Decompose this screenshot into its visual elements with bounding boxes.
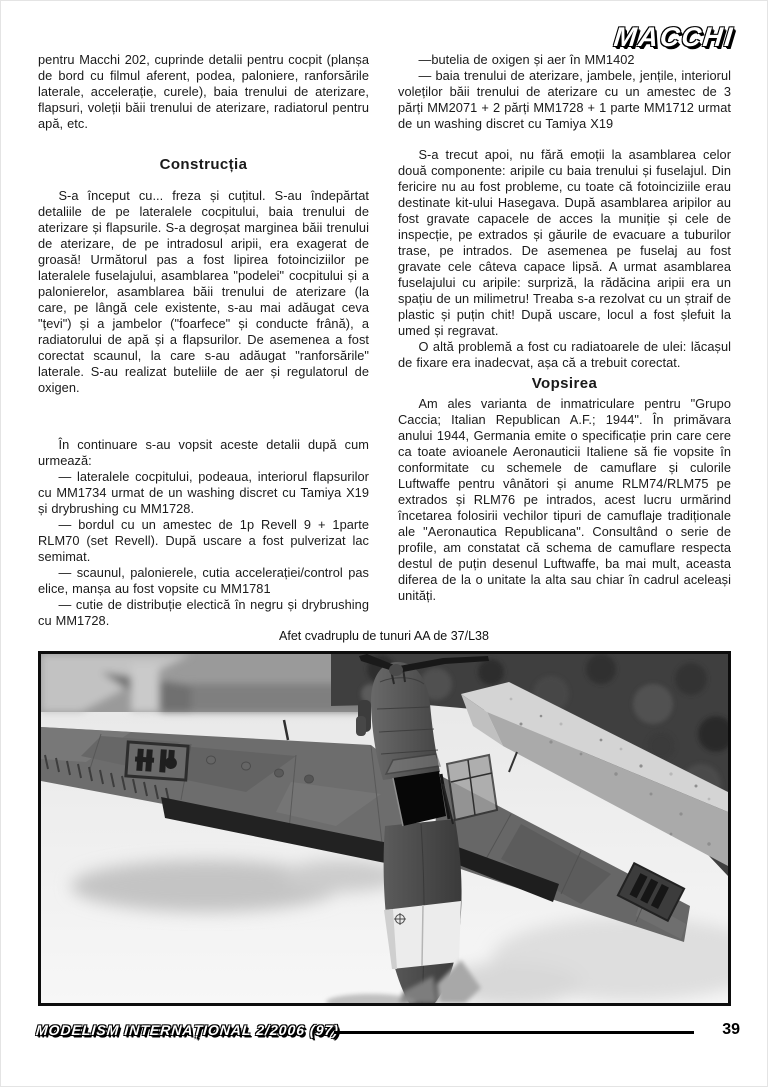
bullet-item: — bordul cu un amestec de 1p Revell 9 + 1parte RLM70 (set Revell). După uscare a fost pulverizat lac semimat. <box>38 517 369 564</box>
right-column <box>398 52 731 604</box>
footer-magazine-logo: MODELISM INTERNAȚIONAL 2/2006 (97) <box>35 1022 340 1038</box>
section-heading-constructia: Construcția <box>159 156 248 173</box>
bullet-item: — baia trenului de aterizare, jambele, jențile, interiorul voleților băii trenului de aterizare cu un amestec de 3 părți MM2071 + 2 părți MM1728 + 1 parte MM1712 urmat de un washing discret cu Tamiya X19 <box>398 68 731 131</box>
bullet-item: — cutie de distribuție electică în negru și drybrushing cu MM1728. <box>38 597 369 628</box>
macchi-header-logo: MACCHI <box>612 22 736 52</box>
section-heading-vopsirea: Vopsirea <box>531 375 598 392</box>
paragraph-painting: Am ales varianta de inmatriculare pentru "Grupo Caccia; Italian Republican A.F.; 1944". În primăvara anului 1944, Germania emite o specificație prin care cere ca toate avioanele Aeronauticii Italiene să fie vopsite în conformitate cu schemele de camuflare și culorile Luftwaffe pentru vânători și anume RLM74/RLM75 pe extrados și RLM76 pe intrados, acest lucru urmărind încetarea folosirii vechilor tipuri de camuflaje tradiționale ale "Aeronautica Republicana". Consultând o serie de profile, am constatat că schema de camuflare respecta destul de puțin desenul Luftwaffe, ba mai mult, aceasta diferea de la o unitate la alta sau chiar în cadrul aceleași unități. <box>398 396 731 603</box>
model-aircraft-photo-art <box>41 654 728 1003</box>
model-aircraft-photo <box>38 651 731 1006</box>
paragraph-construction: S-a început cu... freza și cuțitul. S-au îndepărtat detaliile de pe lateralele cocpitului, baia trenului de aterizare și flapsurile. S-a degroșat marginea băii trenului de aterizare, de pe intradosul aripii, era exagerat de groasă! Următorul pas a fost lipirea fotoinciziilor pe lateralele fuselajului, asamblarea "podelei" cocpitului și a palonierelor, asamblarea băii trenului de aterizare (la care, pe lângă cele existente, s-au mai adăugat ceva "țevi") și a jambelor ("foarfece" și conducte frână), a radiatorului de apă și a flapsurilor. De asemenea a fost corectat scaunul, la care s-au adăugat "ranforsările" laterale. S-au realizat buteliile de aer și regulatorul de oxigen. <box>38 188 369 395</box>
page-number: 39 <box>722 1021 740 1038</box>
bullet-item: —butelia de oxigen și aer în MM1402 <box>418 52 635 67</box>
paragraph-intro: pentru Macchi 202, cuprinde detalii pentru cocpit (planșa de bord cu filmul aferent, podea, paloniere, ranforsările laterale, accelerație, curele), baia trenului de aterizare, flapsuri, voleții băii trenului de aterizare, radiatorul pentru apă, etc. <box>38 52 369 131</box>
photo-caption: Afet cvadruplu de tunuri AA de 37/L38 <box>279 629 489 643</box>
bullet-item: — scaunul, palonierele, cutia accelerației/control pas elice, manșa au fost vopsite cu MM1781 <box>38 565 369 596</box>
bullet-item: — lateralele cocpitului, podeaua, interiorul flapsurilor cu MM1734 urmat de un washing discret cu Tamiya X19 și drybrushing cu MM1728. <box>38 469 369 516</box>
paragraph-assembly: S-a trecut apoi, nu fără emoții la asamblarea celor două componente: aripile cu baia trenului și fuselajul. Din fericire nu au fost probleme, cu toate că fotoinciziile erau destinate kit-ului Hasegava. După asamblarea aripilor au fost gravate capacele de acces la muniție și cele de inspecție, pe extrados și găurile de evacuare a tuburilor trase, pe intrados. De asemenea pe fuselaj au fost gravate cele câteva capace lipsă. A urmat asamblarea fuselajului cu aripile: surpriză, la rădăcina aripii era un spațiu de un milimetru! Treaba s-a rezolvat cu un ștraif de plastic și puțin chit! După uscare, locul a fost șlefuit la umed și regravat. <box>398 147 731 338</box>
footer-rule <box>334 1031 694 1034</box>
left-column <box>38 52 369 629</box>
paragraph-painting-intro: În continuare s-au vopsit aceste detalii după cum urmează: <box>38 437 369 468</box>
paragraph-oil-radiator: O altă problemă a fost cu radiatoarele de ulei: lăcașul de fixare era inadecvat, așa că a trebuit corectat. <box>398 339 731 370</box>
left-wing-marking <box>126 742 188 780</box>
